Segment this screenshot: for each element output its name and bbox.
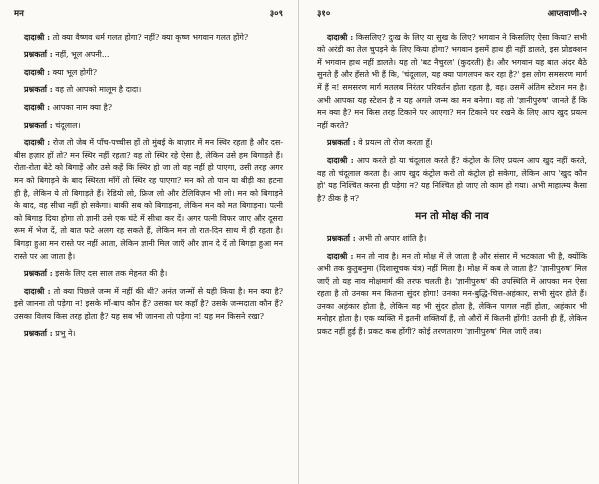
left-page bbox=[0, 0, 292, 484]
paragraph-text: नहीं, भूल अपनी... bbox=[52, 50, 110, 60]
paragraph-text: चंदूलाल। bbox=[52, 120, 81, 130]
speaker-label: दादाश्री : bbox=[327, 154, 354, 165]
paragraph-text: अभी तो अपार शांति है। bbox=[355, 233, 427, 243]
paragraph-text: क्या भूल होगी? bbox=[50, 67, 97, 77]
paragraph-text: आप करते हो या चंदूलाल करते हैं? कंट्रोल के लिए प्रयत्न आप खुद नहीं करते, वह तो चंदूलाल करता है। आप खुद कंट्रोल करो तो कंट्रोल हो सकेगा, लेकिन आप 'खुद कौन हो' यह निश्चित करना ही पड़ेगा न? यह निश्चित हो जाए तो काम हो गया। अभी माहात्म्य कैसा है? ठीक है न? bbox=[317, 155, 587, 203]
paragraph-text: वह तो आपको मालूम है दादा। bbox=[52, 85, 142, 95]
dialogue-paragraph bbox=[317, 250, 587, 339]
right-page bbox=[305, 0, 599, 484]
speaker-label: दादाश्री : bbox=[24, 137, 51, 148]
speaker-label: दादाश्री : bbox=[24, 31, 51, 42]
left-header-title: मन bbox=[14, 9, 24, 19]
dialogue-paragraph bbox=[14, 119, 283, 133]
paragraph-text: इसके लिए दस साल तक मेहनत की है। bbox=[52, 269, 168, 279]
paragraph-text: किसलिए? दुःख के लिए या सुख के लिए? भगवान ने किसलिए ऐसा किया? सभी को अरंडी का तेल चुपड़ने के लिए किया होगा? भगवान इसमें हाथ ही नहीं डालते, इस प्रोडक्शन में भगवान हाथ नहीं डालते। यह तो 'बट नैचुरल' (कुदरती) है। और भगवान यह बात अंदर बैठे सुनते हैं और हँसते भी हैं कि, 'चंदूलाल, यह क्या पागलपन कर रहा है?' इस लोग समसरण मार्ग में हैं न! समसरण मार्ग मतलब निरंतर परिवर्तन होता रहता है, वह। उसमें अंतिम स्टेशन मन है। अभी आपका यह स्टेशन है न यह अगले जन्म का मन बनेगा। वह तो 'ज्ञानीपुरुष' जानते हैं कि मन क्या है? मन किस तरह टिकाने पर आएगा? मन टिकाने पर रखने के लिए आप खुद प्रयत्न नहीं करते? bbox=[317, 32, 587, 130]
speaker-label: दादाश्री : bbox=[24, 285, 51, 296]
paragraph-text: वे प्रयत्न तो रोज करता हूँ। bbox=[355, 138, 433, 148]
right-page-header bbox=[317, 8, 587, 21]
dialogue-paragraph bbox=[14, 83, 283, 97]
page-gutter bbox=[298, 0, 299, 484]
right-header-title: आप्तवाणी-२ bbox=[547, 9, 587, 19]
speaker-label: प्रश्नकर्ता : bbox=[327, 232, 356, 243]
speaker-label: प्रश्नकर्ता : bbox=[24, 328, 53, 339]
dialogue-paragraph bbox=[14, 101, 283, 115]
paragraph-text: आपका नाम क्या है? bbox=[50, 102, 113, 112]
paragraph-text: प्रभु ने। bbox=[52, 329, 76, 339]
speaker-label: प्रश्नकर्ता : bbox=[24, 49, 53, 60]
left-page-header bbox=[14, 8, 283, 21]
speaker-label: दादाश्री : bbox=[327, 250, 354, 261]
speaker-label: प्रश्नकर्ता : bbox=[24, 119, 53, 130]
dialogue-paragraph bbox=[14, 31, 283, 45]
section-heading: मन तो मोक्ष की नाव bbox=[415, 211, 489, 223]
dialogue-paragraph bbox=[14, 136, 283, 263]
speaker-label: दादाश्री : bbox=[327, 31, 354, 42]
paragraph-text: तो क्या वैष्णव धर्म गलत होगा? नहीं? क्या कृष्ण भगवान गलत होंगे? bbox=[50, 32, 249, 42]
speaker-label: प्रश्नकर्ता : bbox=[24, 84, 53, 95]
paragraph-text: मन तो नाव है। मन तो मोक्ष में ले जाता है और संसार में भटकाता भी है, क्योंकि अभी तक कुतुबनुमा (दिशासूचक यंत्र) नहीं मिला है। मोक्ष में कब ले जाता है? 'ज्ञानीपुरुष' मिल जाएँ तो यह नाव मोक्षमार्ग की तरफ चलती है। 'ज्ञानीपुरुष' की उपस्थिति में आपका मन ऐसा रहता है तो उनका मन कितना सुंदर होगा! उनका मन-बुद्धि-चित्त-अहंकार, सभी सुंदर होते हैं। उनका अहंकार होता है, लेकिन वह भी सुंदर होता है, लेकिन पागल नहीं होता, अहंकार भी मनोहर होता है। एक व्यक्ति में इतनी शक्तियाँ हैं, तो औरों में कितनी होंगी! उतनी ही हैं, लेकिन प्रकट नहीं हुई हैं। प्रकट कब होंगी? कोई तरणतारण 'ज्ञानीपुरुष' मिल जाएँ तब। bbox=[317, 251, 587, 337]
speaker-label: प्रश्नकर्ता : bbox=[24, 268, 53, 279]
paragraph-text: तो क्या पिछले जन्म में नहीं की थी? अनंत जन्मों से यही किया है। मन क्या है? इसे जानना तो पड़ेगा न! इसके माँ-बाप कौन हैं? उसका घर कहाँ है? उसके जन्मदाता कौन हैं? उसका विलय किस तरह होता है? यह सब भी जानना तो पड़ेगा न! यह मन किसने रखा? bbox=[14, 286, 283, 321]
dialogue-paragraph bbox=[14, 285, 283, 324]
dialogue-paragraph bbox=[14, 48, 283, 62]
speaker-label: प्रश्नकर्ता : bbox=[327, 137, 356, 148]
left-page-body bbox=[14, 31, 283, 341]
dialogue-paragraph bbox=[317, 136, 587, 150]
dialogue-paragraph bbox=[14, 267, 283, 281]
left-page-number: ३०९ bbox=[269, 9, 283, 19]
right-page-body bbox=[317, 31, 587, 206]
right-page-body-2 bbox=[317, 232, 587, 339]
dialogue-paragraph bbox=[317, 154, 587, 205]
paragraph-text: रोज तो जेब में पाँच-पच्चीस हों तो मुंबई के बाज़ार में मन स्थिर रहता है और दस-बीस हज़ार हों तो? मन स्थिर नहीं रहता? वह तो स्थिर रहे ऐसा है, लेकिन उसे हम बिगाड़ते हैं। रोता-रोता बेटे को बिगाड़ें और उसे कहें कि स्थिर हो जा तो वह नहीं हो पाएगा, उसी तरह अगर मन को बिगाड़ने के बाद स्थिरता माँगें तो स्थिर रह पाएगा? मन को तो पान या बीड़ी का हटना ही है, लेकिन ये तो बिगाड़ते हैं। रेडियो लो, फ्रिज लो और टेलिविज़न भी लो। मन को बिगाड़ने के बाद, वह सीधा नहीं हो सकेगा। बाकी सब को बिगाड़ना, लेकिन मन को मत बिगाड़ना। पत्नी को बिगाड़ दिया होगा तो ज्ञानी उसे एक घंटे में सीधा कर दें। अगर पत्नी विफर जाए और दूसरा रूम में भेज दें, तो बात फटे अलग रह सकते हैं, लेकिन मन तो रात-दिन साथ में ही रहता है। बिगड़ा हुआ मन रास्ते पर नहीं आता, लेकिन ज्ञानी मिल जाएँ और ज्ञान दे दें तो बिगड़ा हुआ मन रास्ते पर आ जाता है। bbox=[14, 138, 283, 261]
dialogue-paragraph bbox=[14, 66, 283, 80]
right-page-number: ३१० bbox=[317, 9, 331, 19]
dialogue-paragraph bbox=[317, 31, 587, 133]
speaker-label: दादाश्री : bbox=[24, 101, 51, 112]
dialogue-paragraph bbox=[317, 232, 587, 246]
speaker-label: दादाश्री : bbox=[24, 66, 51, 77]
dialogue-paragraph bbox=[14, 327, 283, 341]
